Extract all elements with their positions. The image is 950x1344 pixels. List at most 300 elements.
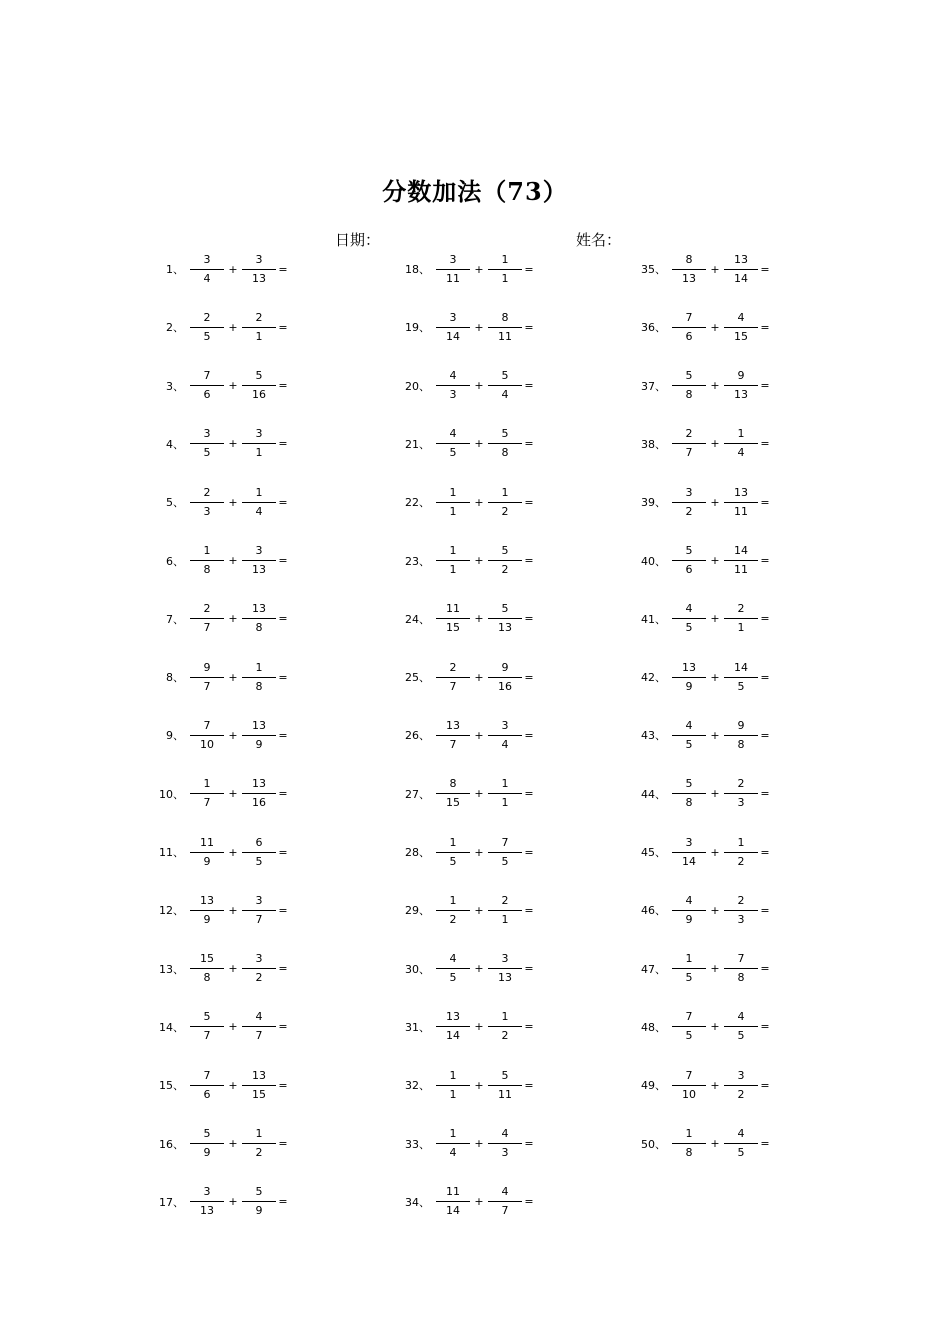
fraction-second: [488, 369, 522, 402]
denominator: 8: [685, 796, 693, 810]
fraction-bar: [672, 968, 706, 969]
plus-sign: +: [474, 787, 484, 801]
numerator: 9: [737, 718, 745, 732]
numerator: 1: [255, 1127, 263, 1140]
numerator: 5: [501, 369, 509, 383]
fraction-bar: [672, 385, 706, 386]
problem-number: 8、: [166, 671, 184, 685]
fraction-bar: [488, 793, 522, 794]
fraction-second: [242, 777, 276, 810]
problem-item: [154, 1124, 290, 1164]
fraction-bar: [436, 910, 470, 911]
equals-sign: =: [524, 962, 534, 976]
problem-number: 14、: [159, 1020, 184, 1034]
equals-sign: =: [760, 670, 770, 684]
problem-item: [400, 715, 536, 755]
fraction-first: [436, 1069, 470, 1102]
numerator: 2: [501, 893, 509, 907]
fraction-bar: [242, 560, 276, 561]
problem-item: [400, 366, 536, 406]
plus-sign: +: [228, 1078, 238, 1092]
fraction-bar: [724, 618, 758, 619]
fraction-bar: [436, 502, 470, 503]
denominator: 7: [255, 912, 263, 926]
fraction-second: [488, 894, 522, 927]
fraction-second: [724, 369, 758, 402]
numerator: 9: [737, 369, 745, 383]
denominator: 5: [255, 854, 263, 868]
fraction-bar: [488, 852, 522, 853]
fraction-bar: [488, 1201, 522, 1202]
fraction-bar: [190, 1026, 224, 1027]
denominator: 1: [501, 912, 509, 926]
fraction-first: [436, 1010, 470, 1043]
numerator: 1: [203, 777, 211, 791]
problem-item: [154, 482, 290, 522]
numerator: 4: [501, 1185, 509, 1199]
equals-sign: =: [760, 845, 770, 859]
denominator: 11: [446, 271, 460, 285]
problem-number: 35、: [641, 263, 666, 276]
problem-item: [154, 366, 290, 406]
equals-sign: =: [524, 1137, 534, 1150]
denominator: 6: [685, 563, 693, 576]
problem-item: [400, 541, 536, 581]
denominator: 5: [685, 737, 693, 751]
denominator: 14: [446, 1204, 460, 1218]
denominator: 5: [203, 329, 211, 343]
fraction-second: [242, 1127, 276, 1160]
problem-number: 11、: [159, 846, 184, 859]
fraction-bar: [436, 269, 470, 270]
fraction-bar: [488, 269, 522, 270]
denominator: 8: [685, 1146, 693, 1159]
plus-sign: +: [474, 262, 484, 276]
denominator: 16: [498, 679, 512, 693]
fraction-second: [724, 777, 758, 810]
denominator: 7: [203, 679, 211, 693]
plus-sign: +: [474, 554, 484, 567]
fraction-bar: [724, 560, 758, 561]
denominator: 5: [737, 1029, 745, 1043]
numerator: 1: [255, 485, 263, 499]
denominator: 16: [252, 796, 266, 810]
equals-sign: =: [760, 962, 770, 976]
numerator: 3: [255, 893, 263, 907]
fraction-first: [672, 952, 706, 985]
problem-item: [400, 832, 536, 872]
denominator: 1: [501, 271, 509, 285]
date-label: 日期：: [335, 231, 381, 249]
numerator: 1: [449, 893, 457, 907]
numerator: 8: [501, 310, 509, 324]
denominator: 7: [203, 1029, 211, 1043]
equals-sign: =: [760, 787, 770, 801]
fraction-first: [672, 1069, 706, 1102]
fraction-second: [488, 602, 522, 635]
numerator: 13: [734, 485, 748, 499]
fraction-bar: [190, 502, 224, 503]
denominator: 4: [449, 1146, 457, 1159]
problem-number: 18、: [405, 263, 430, 276]
equals-sign: =: [524, 787, 534, 801]
equals-sign: =: [760, 612, 770, 626]
fraction-bar: [242, 910, 276, 911]
fraction-second: [724, 661, 758, 694]
problem-item: [154, 832, 290, 872]
fraction-bar: [242, 269, 276, 270]
equals-sign: =: [278, 903, 288, 917]
fraction-bar: [242, 443, 276, 444]
fraction-bar: [190, 968, 224, 969]
denominator: 3: [501, 1146, 509, 1159]
numerator: 15: [200, 952, 214, 966]
numerator: 2: [255, 310, 263, 324]
numerator: 13: [252, 777, 266, 791]
numerator: 3: [685, 485, 693, 499]
numerator: 5: [685, 777, 693, 791]
equals-sign: =: [760, 554, 770, 567]
numerator: 4: [737, 310, 745, 324]
problem-number: 42、: [641, 671, 666, 685]
fraction-bar: [242, 1201, 276, 1202]
numerator: 8: [449, 777, 457, 791]
equals-sign: =: [278, 1078, 288, 1092]
numerator: 13: [446, 1010, 460, 1024]
problem-number: 27、: [405, 787, 430, 801]
numerator: 3: [737, 1068, 745, 1082]
numerator: 2: [737, 893, 745, 907]
denominator: 9: [255, 1204, 263, 1218]
fraction-bar: [242, 1143, 276, 1144]
fraction-first: [672, 311, 706, 344]
fraction-bar: [672, 1085, 706, 1086]
equals-sign: =: [760, 320, 770, 334]
denominator: 4: [737, 446, 745, 460]
equals-sign: =: [278, 262, 288, 276]
numerator: 5: [685, 544, 693, 557]
fraction-bar: [190, 618, 224, 619]
fraction-bar: [724, 852, 758, 853]
problem-item: [154, 949, 290, 989]
equals-sign: =: [524, 379, 534, 393]
fraction-second: [488, 544, 522, 577]
numerator: 7: [737, 952, 745, 966]
fraction-bar: [724, 677, 758, 678]
fraction-bar: [190, 385, 224, 386]
fraction-bar: [488, 968, 522, 969]
fraction-second: [242, 661, 276, 694]
problem-item: [400, 774, 536, 814]
plus-sign: +: [474, 320, 484, 334]
fraction-second: [724, 894, 758, 927]
denominator: 9: [255, 737, 263, 751]
name-label: 姓名：: [576, 231, 622, 249]
fraction-first: [190, 544, 224, 577]
denominator: 13: [498, 621, 512, 635]
denominator: 14: [682, 854, 696, 868]
denominator: 6: [685, 329, 693, 343]
fraction-first: [436, 253, 470, 286]
fraction-first: [190, 369, 224, 402]
problem-number: 19、: [405, 321, 430, 335]
fraction-bar: [488, 1143, 522, 1144]
denominator: 14: [734, 271, 748, 285]
numerator: 13: [252, 718, 266, 732]
fraction-first: [672, 369, 706, 402]
plus-sign: +: [228, 670, 238, 684]
numerator: 4: [449, 427, 457, 441]
fraction-bar: [190, 793, 224, 794]
denominator: 11: [498, 1087, 512, 1101]
denominator: 3: [737, 912, 745, 926]
problem-item: [636, 366, 772, 406]
fraction-second: [724, 602, 758, 635]
equals-sign: =: [278, 845, 288, 859]
denominator: 5: [685, 971, 693, 985]
fraction-bar: [242, 385, 276, 386]
problem-item: [154, 1065, 290, 1105]
numerator: 7: [685, 1010, 693, 1024]
fraction-bar: [672, 1143, 706, 1144]
problem-item: [400, 890, 536, 930]
denominator: 11: [734, 504, 748, 518]
fraction-first: [190, 427, 224, 460]
plus-sign: +: [228, 554, 238, 567]
denominator: 1: [501, 796, 509, 810]
numerator: 1: [501, 1010, 509, 1024]
problem-item: [636, 949, 772, 989]
fraction-bar: [190, 1143, 224, 1144]
denominator: 10: [682, 1087, 696, 1101]
denominator: 10: [200, 737, 214, 751]
fraction-first: [190, 311, 224, 344]
numerator: 1: [501, 777, 509, 791]
fraction-bar: [724, 443, 758, 444]
fraction-first: [190, 661, 224, 694]
denominator: 2: [685, 504, 693, 518]
numerator: 1: [203, 544, 211, 557]
plus-sign: +: [710, 845, 720, 859]
denominator: 1: [449, 504, 457, 518]
denominator: 8: [501, 446, 509, 460]
equals-sign: =: [278, 787, 288, 801]
fraction-second: [488, 719, 522, 752]
fraction-bar: [724, 793, 758, 794]
denominator: 5: [203, 446, 211, 460]
problem-item: [636, 1007, 772, 1047]
problem-number: 47、: [641, 962, 666, 976]
problem-item: [636, 1065, 772, 1105]
plus-sign: +: [228, 1195, 238, 1209]
fraction-second: [488, 836, 522, 869]
equals-sign: =: [524, 728, 534, 742]
numerator: 3: [255, 544, 263, 557]
numerator: 3: [501, 718, 509, 732]
denominator: 2: [737, 854, 745, 868]
problem-item: [400, 424, 536, 464]
fraction-first: [190, 1069, 224, 1102]
numerator: 1: [255, 660, 263, 674]
problem-number: 23、: [405, 554, 430, 568]
problem-number: 28、: [405, 846, 430, 859]
problem-item: [636, 774, 772, 814]
numerator: 4: [737, 1010, 745, 1024]
numerator: 1: [449, 1068, 457, 1082]
denominator: 5: [737, 1146, 745, 1159]
denominator: 1: [255, 329, 263, 343]
problem-number: 44、: [641, 787, 666, 801]
problem-item: [400, 949, 536, 989]
fraction-first: [672, 719, 706, 752]
equals-sign: =: [524, 612, 534, 626]
fraction-first: [190, 253, 224, 286]
problem-item: [636, 832, 772, 872]
problem-number: 43、: [641, 729, 666, 743]
problem-number: 41、: [641, 612, 666, 626]
plus-sign: +: [474, 1137, 484, 1150]
fraction-bar: [242, 793, 276, 794]
numerator: 11: [200, 835, 214, 849]
plus-sign: +: [228, 437, 238, 451]
problem-item: [400, 1007, 536, 1047]
problem-number: 24、: [405, 612, 430, 626]
numerator: 2: [737, 777, 745, 791]
fraction-first: [672, 836, 706, 869]
denominator: 16: [252, 388, 266, 402]
denominator: 9: [685, 912, 693, 926]
fraction-bar: [724, 327, 758, 328]
fraction-second: [242, 952, 276, 985]
fraction-bar: [724, 269, 758, 270]
problem-number: 37、: [641, 379, 666, 393]
fraction-second: [724, 253, 758, 286]
fraction-bar: [190, 677, 224, 678]
numerator: 13: [446, 718, 460, 732]
equals-sign: =: [278, 670, 288, 684]
numerator: 11: [446, 602, 460, 616]
fraction-second: [242, 836, 276, 869]
numerator: 1: [449, 835, 457, 849]
plus-sign: +: [710, 495, 720, 509]
problem-item: [400, 249, 536, 289]
problem-item: [154, 307, 290, 347]
denominator: 9: [685, 679, 693, 693]
numerator: 1: [449, 544, 457, 557]
problem-item: [154, 1182, 290, 1222]
equals-sign: =: [278, 1020, 288, 1034]
problem-item: [400, 482, 536, 522]
numerator: 1: [501, 252, 509, 266]
equals-sign: =: [278, 962, 288, 976]
fraction-second: [488, 311, 522, 344]
problem-number: 21、: [405, 437, 430, 451]
plus-sign: +: [710, 787, 720, 801]
denominator: 14: [446, 1029, 460, 1043]
problem-item: [154, 890, 290, 930]
denominator: 5: [501, 854, 509, 868]
denominator: 1: [255, 446, 263, 460]
problem-number: 22、: [405, 496, 430, 510]
fraction-bar: [190, 910, 224, 911]
numerator: 13: [682, 660, 696, 674]
fraction-second: [488, 1069, 522, 1102]
equals-sign: =: [524, 554, 534, 567]
plus-sign: +: [710, 379, 720, 393]
denominator: 5: [685, 621, 693, 635]
plus-sign: +: [710, 1020, 720, 1034]
problem-item: [636, 657, 772, 697]
denominator: 5: [449, 446, 457, 460]
problem-number: 9、: [166, 729, 184, 743]
equals-sign: =: [524, 495, 534, 509]
problem-number: 36、: [641, 321, 666, 335]
denominator: 7: [685, 446, 693, 460]
numerator: 13: [252, 1068, 266, 1082]
numerator: 2: [203, 602, 211, 616]
numerator: 2: [737, 602, 745, 616]
fraction-bar: [672, 269, 706, 270]
plus-sign: +: [228, 612, 238, 626]
fraction-bar: [488, 618, 522, 619]
denominator: 1: [737, 621, 745, 635]
numerator: 5: [501, 544, 509, 557]
fraction-first: [190, 1185, 224, 1218]
fraction-first: [190, 894, 224, 927]
problem-number: 39、: [641, 496, 666, 510]
numerator: 5: [255, 1185, 263, 1199]
equals-sign: =: [524, 670, 534, 684]
numerator: 4: [449, 369, 457, 383]
equals-sign: =: [760, 379, 770, 393]
fraction-first: [436, 602, 470, 635]
fraction-bar: [672, 677, 706, 678]
numerator: 5: [501, 1068, 509, 1082]
denominator: 8: [203, 563, 211, 576]
problem-number: 30、: [405, 962, 430, 976]
problem-number: 31、: [405, 1020, 430, 1034]
fraction-bar: [190, 269, 224, 270]
problem-item: [400, 1124, 536, 1164]
plus-sign: +: [228, 379, 238, 393]
equals-sign: =: [278, 554, 288, 567]
fraction-second: [242, 486, 276, 519]
problem-number: 46、: [641, 904, 666, 918]
fraction-bar: [190, 443, 224, 444]
numerator: 3: [203, 1185, 211, 1199]
problem-number: 45、: [641, 846, 666, 859]
fraction-bar: [190, 735, 224, 736]
denominator: 13: [252, 271, 266, 285]
plus-sign: +: [710, 1078, 720, 1092]
fraction-second: [488, 777, 522, 810]
problem-item: [154, 657, 290, 697]
problem-item: [154, 249, 290, 289]
problem-number: 12、: [159, 904, 184, 918]
fraction-bar: [436, 1143, 470, 1144]
problem-item: [636, 890, 772, 930]
fraction-first: [436, 369, 470, 402]
problem-item: [636, 482, 772, 522]
fraction-first: [672, 661, 706, 694]
fraction-first: [436, 427, 470, 460]
denominator: 3: [203, 504, 211, 518]
denominator: 13: [252, 563, 266, 576]
fraction-first: [672, 894, 706, 927]
plus-sign: +: [710, 437, 720, 451]
numerator: 11: [446, 1185, 460, 1199]
problem-number: 34、: [405, 1195, 430, 1209]
